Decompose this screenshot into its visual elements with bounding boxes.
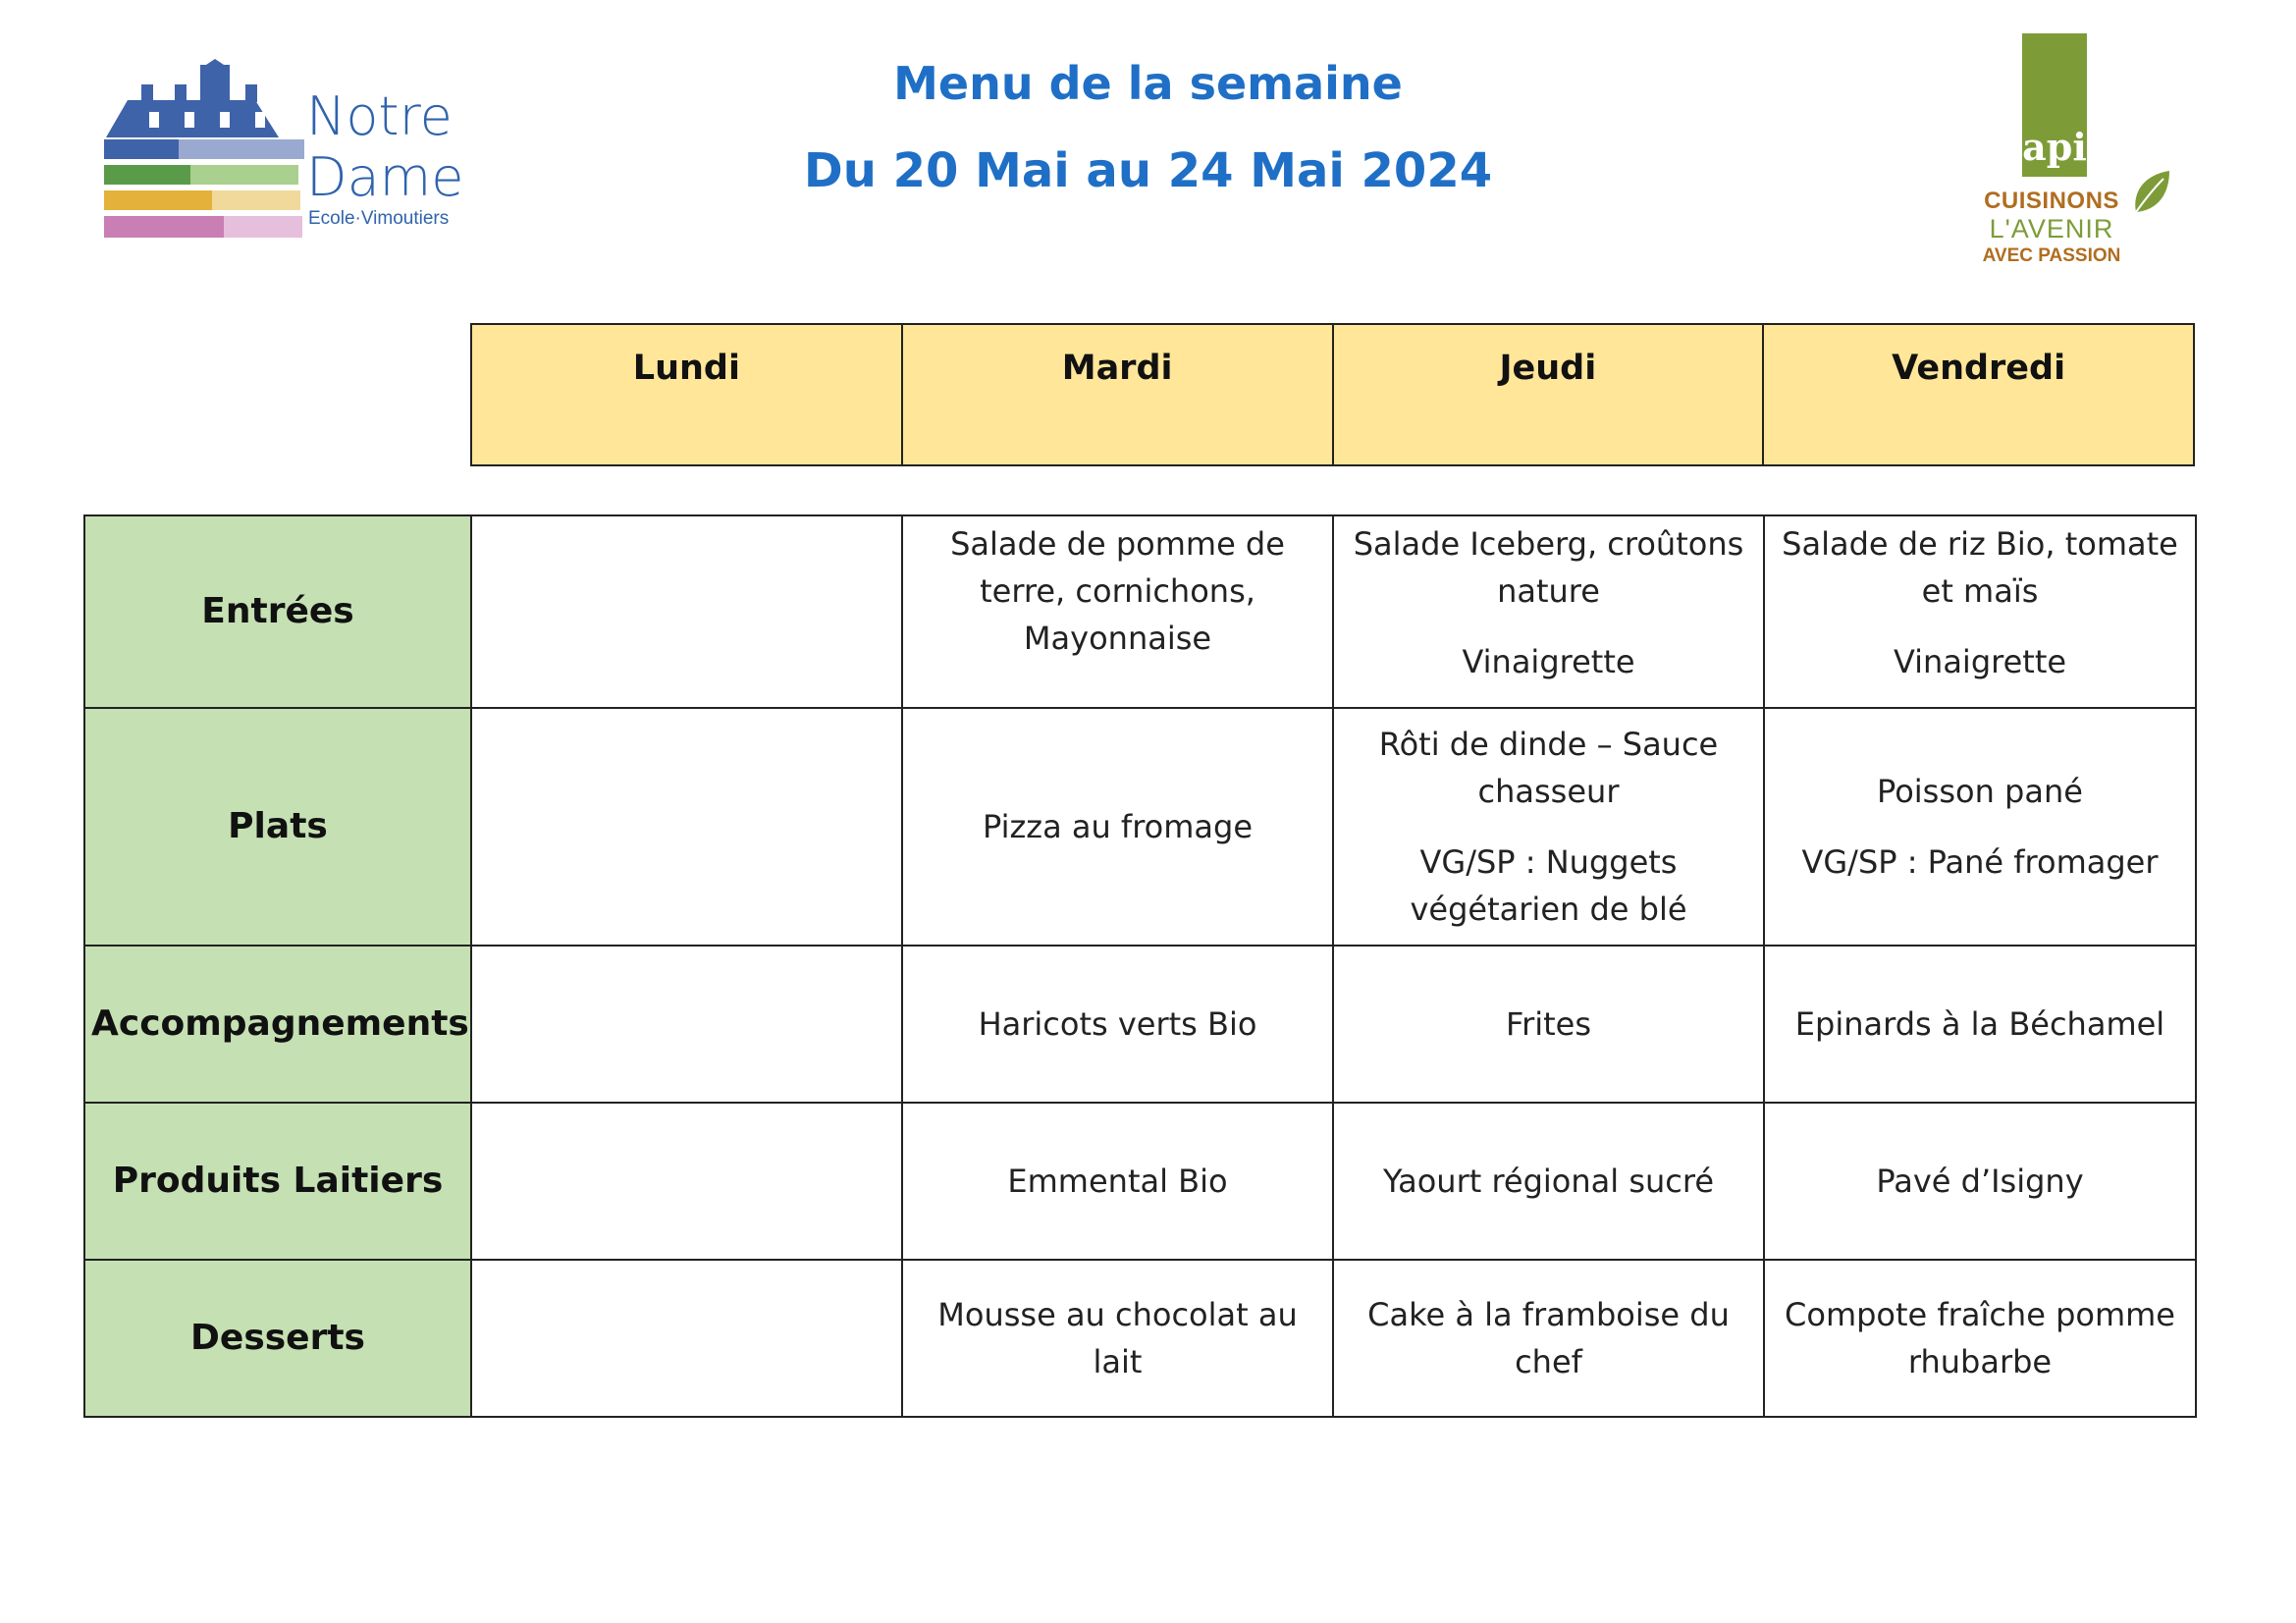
menu-cell: Yaourt régional sucré (1333, 1103, 1764, 1260)
menu-cell: Cake à la framboise du chef (1333, 1260, 1764, 1417)
category-entrees: Entrées (84, 515, 471, 708)
menu-cell: Salade de pomme de terre, cornichons, Mayonnaise (902, 515, 1333, 708)
table-row (84, 708, 2196, 946)
api-slogan-line2: L'AVENIR (1989, 214, 2114, 243)
menu-cell (471, 515, 902, 708)
menu-cell: Emmental Bio (902, 1103, 1333, 1260)
menu-cell: Haricots verts Bio (902, 946, 1333, 1103)
category-desserts: Desserts (84, 1260, 471, 1417)
menu-cell (471, 1260, 902, 1417)
leaf-icon (2130, 169, 2173, 218)
table-row (84, 946, 2196, 1103)
menu-cell: Poisson pané VG/SP : Pané fromager (1764, 708, 2196, 946)
api-slogan-line3: AVEC PASSION (1982, 245, 2121, 266)
menu-cell: Salade de riz Bio, tomate et maïs Vinaigrette (1764, 515, 2196, 708)
menu-cell (471, 1103, 902, 1260)
api-logo (1963, 33, 2189, 269)
table-row (84, 1260, 2196, 1417)
category-produits-laitiers: Produits Laitiers (84, 1103, 471, 1260)
menu-cell (471, 708, 902, 946)
menu-cell: Epinards à la Béchamel (1764, 946, 2196, 1103)
logo-word-notre: Notre (306, 85, 453, 147)
menu-cell: Pavé d’Isigny (1764, 1103, 2196, 1260)
api-slogan-line1: CUISINONS (1984, 188, 2119, 214)
table-row (84, 1103, 2196, 1260)
day-header-mardi: Mardi (902, 324, 1333, 465)
day-header-jeudi: Jeudi (1333, 324, 1764, 465)
logo-word-dame: Dame (306, 146, 464, 208)
menu-cell: Rôti de dinde – Sauce chasseur VG/SP : Nuggets végétarien de blé (1333, 708, 1764, 946)
category-accompagnements: Accompagnements (84, 946, 471, 1103)
menu-cell (471, 946, 902, 1103)
days-header-table (470, 323, 2195, 466)
page-subtitle-dates: Du 20 Mai au 24 Mai 2024 (803, 143, 1493, 198)
category-plats: Plats (84, 708, 471, 946)
menu-cell: Compote fraîche pomme rhubarbe (1764, 1260, 2196, 1417)
day-header-lundi: Lundi (471, 324, 902, 465)
logo-subtitle: Ecole·Vimoutiers (308, 208, 450, 229)
menu-cell: Frites (1333, 946, 1764, 1103)
day-header-vendredi: Vendredi (1763, 324, 2194, 465)
api-mark: api (2022, 33, 2087, 177)
table-row (84, 515, 2196, 708)
menu-cell: Pizza au fromage (902, 708, 1333, 946)
page-title: Menu de la semaine (893, 57, 1403, 110)
menu-table (83, 514, 2197, 1418)
menu-cell: Salade Iceberg, croûtons nature Vinaigrette (1333, 515, 1764, 708)
menu-cell: Mousse au chocolat au lait (902, 1260, 1333, 1417)
